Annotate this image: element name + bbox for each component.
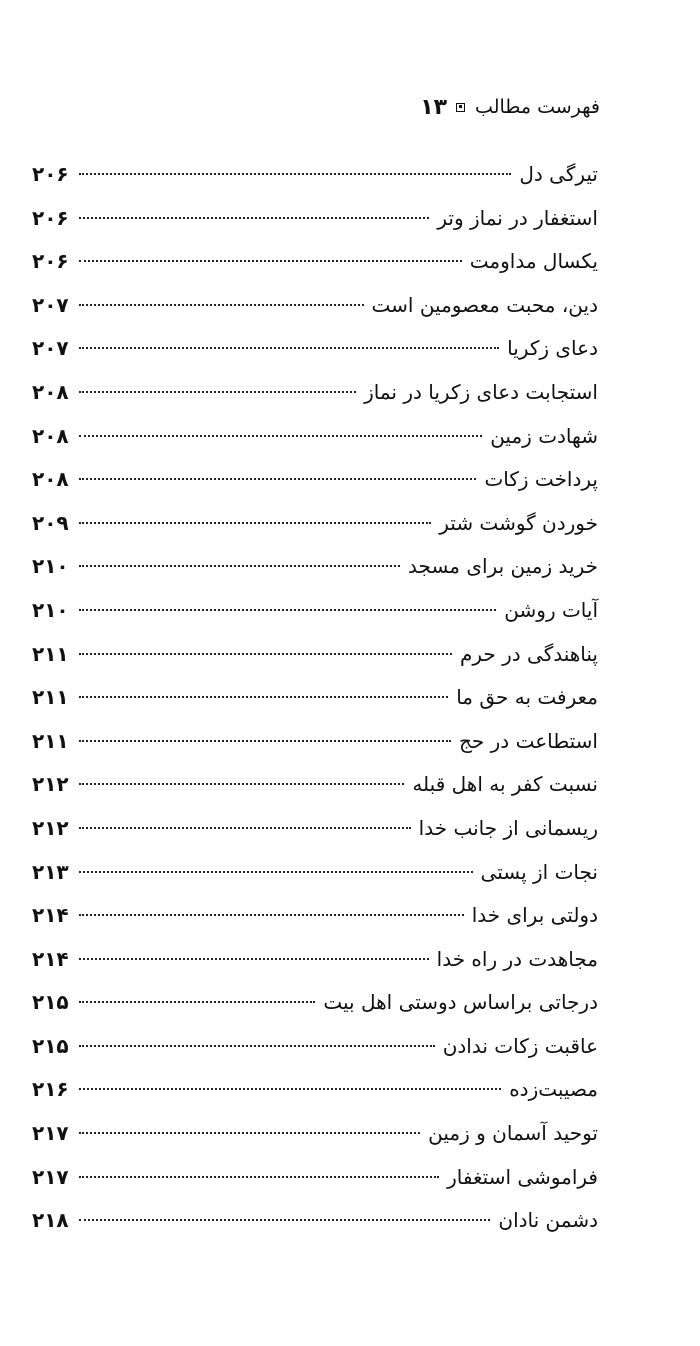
dot-leader bbox=[79, 347, 500, 349]
dot-leader bbox=[79, 696, 449, 698]
entry-page-number: ۲۱۷ bbox=[32, 1164, 69, 1189]
entry-page-number: ۲۱۱ bbox=[32, 641, 69, 666]
entry-title: استجابت دعای زکریا در نماز bbox=[364, 379, 598, 404]
toc-entry[interactable] bbox=[32, 327, 598, 371]
dot-leader bbox=[79, 1001, 316, 1003]
entry-title: مجاهدت در راه خدا bbox=[436, 946, 598, 971]
entry-page-number: ۲۱۰ bbox=[32, 554, 69, 579]
toc-entry[interactable] bbox=[32, 1068, 598, 1112]
entry-page-number: ۲۱۸ bbox=[32, 1208, 69, 1233]
entry-title: درجاتی براساس دوستی اهل بیت bbox=[323, 990, 598, 1015]
entry-page-number: ۲۱۳ bbox=[32, 859, 69, 884]
header-title: فهرست مطالب bbox=[475, 96, 600, 118]
entry-title: پناهندگی در حرم bbox=[459, 641, 598, 666]
dot-leader bbox=[79, 871, 473, 873]
toc-entry[interactable] bbox=[32, 807, 598, 851]
entry-page-number: ۲۰۸ bbox=[32, 467, 69, 492]
entry-page-number: ۲۱۵ bbox=[32, 1033, 69, 1058]
dot-leader bbox=[79, 783, 405, 785]
entry-page-number: ۲۱۶ bbox=[32, 1077, 69, 1102]
entry-title: یکسال مداومت bbox=[469, 249, 598, 274]
toc-entry[interactable] bbox=[32, 371, 598, 415]
entry-page-number: ۲۰۶ bbox=[32, 249, 69, 274]
running-header bbox=[32, 92, 600, 122]
dot-leader bbox=[79, 609, 497, 611]
dot-leader bbox=[79, 1045, 435, 1047]
entry-title: ریسمانی از جانب خدا bbox=[418, 815, 598, 840]
entry-title: فراموشی استغفار bbox=[447, 1164, 598, 1189]
dot-leader bbox=[79, 217, 430, 219]
entry-title: دعای زکریا bbox=[507, 336, 598, 361]
dot-leader bbox=[79, 740, 451, 742]
toc-entry[interactable] bbox=[32, 1199, 598, 1243]
toc-entry[interactable] bbox=[32, 458, 598, 502]
entry-page-number: ۲۰۶ bbox=[32, 205, 69, 230]
entry-title: معرفت به حق ما bbox=[456, 685, 598, 710]
entry-title: نسبت کفر به اهل قبله bbox=[412, 772, 598, 797]
toc-entry[interactable] bbox=[32, 676, 598, 720]
entry-page-number: ۲۱۴ bbox=[32, 946, 69, 971]
entry-title: استغفار در نماز وتر bbox=[437, 205, 598, 230]
entry-title: خرید زمین برای مسجد bbox=[408, 554, 598, 579]
dot-leader bbox=[79, 958, 429, 960]
toc-entry[interactable] bbox=[32, 894, 598, 938]
toc-entry[interactable] bbox=[32, 153, 598, 197]
entry-page-number: ۲۰۸ bbox=[32, 423, 69, 448]
dot-leader bbox=[79, 1219, 491, 1221]
toc-entry[interactable] bbox=[32, 545, 598, 589]
entry-title: دین، محبت معصومین است bbox=[371, 292, 598, 317]
dot-leader bbox=[79, 827, 411, 829]
toc-entry[interactable] bbox=[32, 938, 598, 982]
entry-title: مصیبت‌زده bbox=[509, 1077, 598, 1102]
entry-title: پرداخت زکات bbox=[484, 467, 598, 492]
toc-entry[interactable] bbox=[32, 1156, 598, 1200]
entry-title: آیات روشن bbox=[504, 597, 598, 622]
entry-page-number: ۲۱۱ bbox=[32, 728, 69, 753]
dot-leader bbox=[79, 478, 477, 480]
toc-entry[interactable] bbox=[32, 589, 598, 633]
entry-page-number: ۲۱۷ bbox=[32, 1121, 69, 1146]
toc-entry[interactable] bbox=[32, 633, 598, 677]
entry-title: نجات از پستی bbox=[480, 859, 598, 884]
entry-page-number: ۲۱۲ bbox=[32, 815, 69, 840]
dot-leader bbox=[79, 522, 432, 524]
entry-title: خوردن گوشت شتر bbox=[439, 510, 598, 535]
dot-leader bbox=[79, 304, 364, 306]
dot-leader bbox=[79, 260, 462, 262]
square-bullet-icon bbox=[456, 103, 465, 112]
entry-page-number: ۲۱۰ bbox=[32, 597, 69, 622]
dot-leader bbox=[79, 653, 452, 655]
entry-title: استطاعت در حج bbox=[459, 728, 598, 753]
entry-title: دشمن نادان bbox=[498, 1208, 598, 1233]
toc-entry[interactable] bbox=[32, 851, 598, 895]
toc-entry[interactable] bbox=[32, 197, 598, 241]
dot-leader bbox=[79, 1088, 502, 1090]
dot-leader bbox=[79, 435, 483, 437]
dot-leader bbox=[79, 391, 356, 393]
toc-entry[interactable] bbox=[32, 284, 598, 328]
entry-title: تیرگی دل bbox=[519, 162, 598, 186]
entry-page-number: ۲۱۴ bbox=[32, 903, 69, 928]
table-of-contents bbox=[32, 153, 598, 1243]
dot-leader bbox=[79, 1132, 421, 1134]
entry-page-number: ۲۰۷ bbox=[32, 336, 69, 361]
dot-leader bbox=[79, 565, 400, 567]
dot-leader bbox=[79, 914, 464, 916]
toc-entry[interactable] bbox=[32, 1025, 598, 1069]
entry-page-number: ۲۰۶ bbox=[32, 162, 69, 186]
toc-entry[interactable] bbox=[32, 415, 598, 459]
entry-page-number: ۲۱۵ bbox=[32, 990, 69, 1015]
toc-entry[interactable] bbox=[32, 502, 598, 546]
entry-title: شهادت زمین bbox=[490, 423, 598, 448]
entry-page-number: ۲۰۹ bbox=[32, 510, 69, 535]
entry-page-number: ۲۰۸ bbox=[32, 379, 69, 404]
entry-page-number: ۲۰۷ bbox=[32, 292, 69, 317]
toc-entry[interactable] bbox=[32, 1112, 598, 1156]
toc-entry[interactable] bbox=[32, 763, 598, 807]
entry-page-number: ۲۱۲ bbox=[32, 772, 69, 797]
page-number: ۱۳ bbox=[420, 94, 448, 120]
dot-leader bbox=[79, 173, 512, 175]
toc-entry[interactable] bbox=[32, 240, 598, 284]
entry-title: توحید آسمان و زمین bbox=[428, 1121, 598, 1146]
entry-title: عاقبت زکات ندادن bbox=[442, 1033, 598, 1058]
toc-entry[interactable] bbox=[32, 720, 598, 764]
entry-page-number: ۲۱۱ bbox=[32, 685, 69, 710]
toc-entry[interactable] bbox=[32, 981, 598, 1025]
dot-leader bbox=[79, 1176, 440, 1178]
entry-title: دولتی برای خدا bbox=[471, 903, 598, 928]
